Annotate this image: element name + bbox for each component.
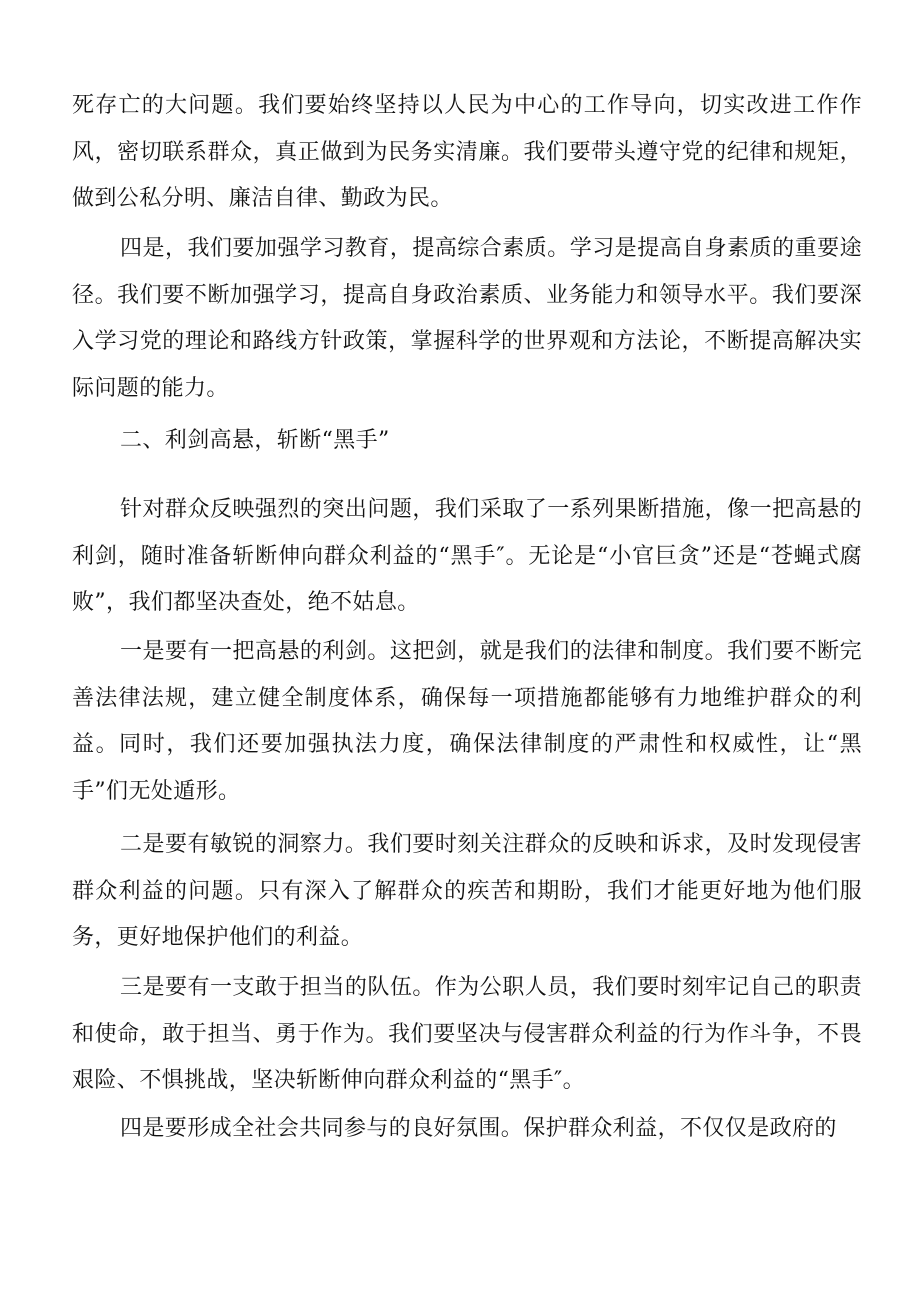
paragraph-measures-intro: 针对群众反映强烈的突出问题，我们采取了一系列果断措施，像一把高悬的利剑，随时准备斩断伸向群众利益的“黑手″。无论是“小官巨贪”还是“苍蝇式腐败”，我们都坚决查处，绝不姑息。 (72, 497, 862, 615)
paragraph-continuation: 死存亡的大问题。我们要始终坚持以人民为中心的工作导向，切实改进工作作风，密切联系群众，真正做到为民务实清廉。我们要带头遵守党的纪律和规矩，做到公私分明、廉洁自律、勤政为民。 (72, 93, 862, 211)
paragraph-point-three-team: 三是要有一支敢于担当的队伍。作为公职人员，我们要时刻牢记自己的职责和使命，敢于担当、勇于作为。我们要坚决与侵害群众利益的行为作斗争，不畏艰险、不惧挑战，坚决斩断伸向群众利益的“黑手″。 (72, 975, 862, 1093)
paragraph-point-four-study: 四是，我们要加强学习教育，提高综合素质。学习是提高自身素质的重要途径。我们要不断加强学习，提高自身政治素质、业务能力和领导水平。我们要深入学习党的理论和路线方针政策，掌握科学的世界观和方法论，不断提高解决实际问题的能力。 (72, 236, 862, 401)
paragraph-point-one-sword: 一是要有一把高悬的利剑。这把剑，就是我们的法律和制度。我们要不断完善法律法规，建立健全制度体系，确保每一项措施都能够有力地维护群众的利益。同时，我们还要加强执法力度，确保法律制度的严肃性和权威性，让“黑手”们无处遁形。 (72, 639, 862, 804)
paragraph-point-two-insight: 二是要有敏锐的洞察力。我们要时刻关注群众的反映和诉求，及时发现侵害群众利益的问题。只有深入了解群众的疾苦和期盼，我们才能更好地为他们服务，更好地保护他们的利益。 (72, 832, 862, 950)
paragraph-point-four-society: 四是要形成全社会共同参与的良好氛围。保护群众利益，不仅仅是政府的 (120, 1116, 837, 1141)
section-heading: 二、利剑高悬，斩断“黑手” (120, 428, 390, 453)
